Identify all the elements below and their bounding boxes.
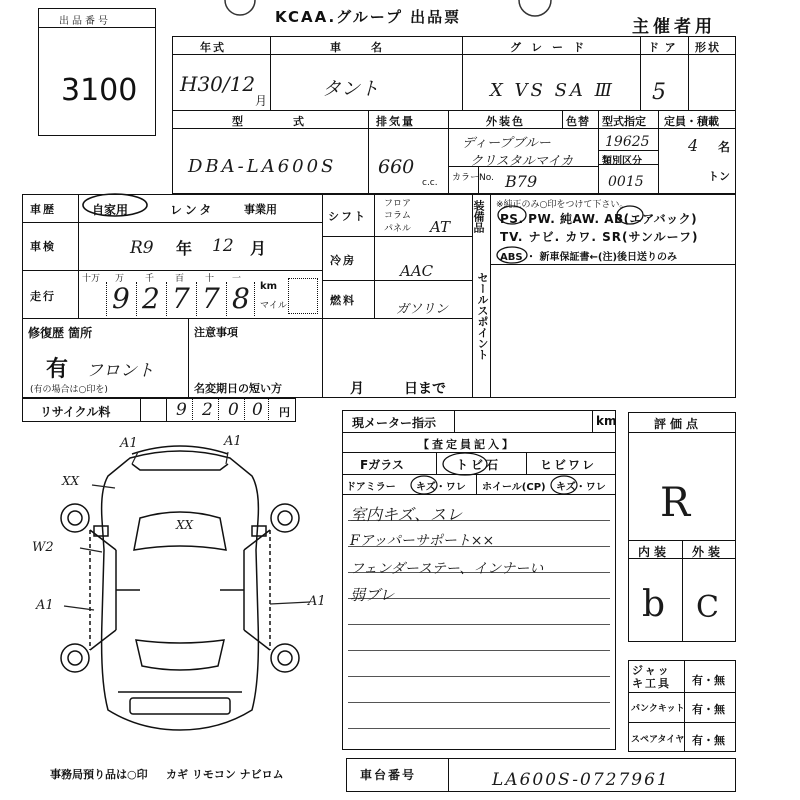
recycle-label: リサイクル料 [40, 405, 111, 419]
recycle-digit: 9 [176, 400, 187, 420]
spare-label: スペアタイヤ [631, 735, 685, 745]
sales-point-label: セールスポイント [476, 272, 489, 360]
equipment-line-3: ABS ・ 新車保証書←(注)後日送りのみ [500, 252, 678, 263]
lot-number-box [38, 8, 156, 136]
equipment-line-2: TV. ナビ. カワ. SR(サンルーフ) [500, 230, 699, 244]
inspection-note: 室内キズ、スレ [350, 505, 463, 524]
inspection-note: Fアッパーサポート×× [350, 533, 495, 549]
year-month-suffix: 月 [255, 94, 268, 108]
repair-label: 修復歴 箇所 [28, 326, 93, 340]
shift-option-column: コラム [384, 211, 411, 221]
score-label: 評価点 [654, 417, 703, 431]
header-decoration-2 [515, 0, 555, 24]
score-value: R [660, 480, 691, 526]
grade-value: X VS SA Ⅲ [490, 80, 615, 101]
recycle-digit: 2 [202, 400, 213, 420]
assessor-label: 【査定員記入】 [418, 438, 516, 451]
mileage-digit: 9 [112, 282, 130, 315]
type-designation-label: 型式指定 [602, 115, 646, 128]
mileage-label: 走行 [30, 290, 56, 303]
damage-mark: XX [176, 518, 194, 532]
mirror-option: キズ・ワレ [416, 482, 466, 493]
puncture-yes-no: 有・無 [692, 703, 725, 716]
equipment-line-1: PS. PW. 純AW. AB(エアバック) [500, 212, 698, 226]
mileage-digit-label: 十 [205, 274, 215, 284]
car-name-label: 車名 [330, 41, 412, 54]
fuel-value: ガソリン [396, 302, 449, 317]
color-value-2: クリスタルマイカ [470, 154, 574, 169]
expiry-day: 日まで [404, 381, 446, 397]
repair-value: 有 [46, 357, 69, 382]
mileage-unit-mile: マイル [260, 301, 287, 311]
mirror-label: ドアミラー [346, 482, 396, 493]
inspection-note: フェンダーステー、インナーい [350, 561, 544, 577]
shaken-label: 車検 [30, 240, 56, 253]
damage-mark: W2 [32, 540, 54, 555]
header-title [275, 6, 461, 27]
organizer-label: 主催者用 [632, 17, 716, 37]
color-no-label: カラーNo. [452, 173, 494, 183]
spare-yes-no: 有・無 [692, 734, 725, 747]
history-option-business: 事業用 [244, 203, 277, 216]
fuel-label: 燃料 [330, 294, 356, 307]
shaken-value: R9 [130, 238, 154, 258]
grade-label: グレード [510, 41, 594, 54]
group-title: KCAA.グループ 出品票 [275, 8, 462, 26]
interior-score: b [642, 584, 666, 625]
mileage-digits [82, 272, 260, 316]
shaken-year: 年 [176, 239, 193, 258]
aircon-label: 冷房 [330, 254, 356, 267]
displacement-label: 排気量 [376, 115, 415, 128]
recycle-unit: 円 [279, 406, 290, 419]
equipment-label: 装備品 [472, 200, 485, 233]
equipment-circle-marks [496, 204, 696, 266]
expiry-month: 月 [350, 381, 364, 397]
mileage-digit-label: 千 [145, 274, 155, 284]
jack-yes-no: 有・無 [692, 674, 725, 687]
lot-number: 3100 [61, 73, 138, 108]
doors-value: 5 [652, 80, 666, 105]
puncture-label: パンクキット [631, 704, 685, 714]
mirror-wheel-circle-marks [410, 474, 610, 496]
shift-label: シフト [328, 210, 367, 223]
office-items: カギ リモコン ナビロム [166, 768, 284, 781]
classification-label: 類別区分 [602, 156, 642, 167]
exterior-label: 外装 [692, 545, 725, 559]
glass-option-crack: ヒビワレ [540, 458, 597, 472]
wheel-option: キズ・ワレ [556, 482, 606, 493]
classification-value: 0015 [608, 174, 644, 190]
chassis-label: 車台番号 [360, 768, 417, 782]
shape-label: 形状 [695, 41, 721, 54]
year-label: 年式 [200, 41, 226, 54]
glass-label: Fガラス [360, 458, 404, 472]
chassis-number: LA600S-0727961 [492, 770, 670, 790]
color-code: B79 [505, 172, 538, 191]
meter-unit: km [596, 414, 617, 428]
shift-option-panel: パネル [384, 224, 412, 234]
mileage-unit-km: km [260, 281, 278, 292]
history-circle-mark [80, 190, 150, 220]
history-option-rental: レンタ [170, 203, 215, 217]
expiry-label: 名変期日の短い方 [194, 382, 282, 395]
exterior-color-label: 外装色 [486, 115, 525, 128]
inspection-note: 弱ブレ [350, 586, 395, 604]
damage-mark: A1 [224, 434, 242, 449]
mileage-digit-label: 百 [175, 274, 185, 284]
damage-mark: A1 [120, 436, 138, 451]
mileage-digit: 2 [142, 282, 160, 315]
model-value: DBA-LA600S [188, 156, 337, 177]
recycle-digit: 0 [228, 400, 239, 420]
doors-label: ドア [648, 41, 682, 54]
mileage-digit-label: 一 [232, 274, 242, 284]
meter-label: 現メーター指示 [352, 416, 437, 430]
caution-label: 注意事項 [194, 326, 238, 339]
type-designation-value: 19625 [605, 134, 650, 150]
displacement-value: 660 [378, 156, 415, 178]
capacity-label: 定員・積載 [664, 115, 719, 128]
mileage-digit: 8 [232, 282, 250, 315]
shaken-month: 月 [250, 239, 267, 258]
history-label: 車歴 [30, 203, 56, 216]
model-label: 型式 [232, 115, 354, 128]
capacity-value: 4 [688, 136, 699, 155]
mileage-unit-box [288, 278, 318, 314]
mileage-digit-label: 万 [115, 274, 125, 284]
shaken-month-value: 12 [212, 236, 234, 256]
year-value: H30/12 [180, 72, 256, 96]
aircon-value: AAC [400, 262, 434, 280]
repair-note: (有の場合は○印を) [30, 385, 108, 395]
wheel-label: ホイール(CP) [482, 482, 546, 493]
interior-label: 内装 [638, 545, 671, 559]
mileage-digit: 7 [172, 282, 190, 315]
capacity-unit: 名 [718, 140, 731, 154]
car-name-value: タント [322, 78, 380, 100]
color-value-1: ディープブルー [462, 136, 551, 151]
lot-number-label: 出品番号 [59, 16, 111, 27]
glass-option-chip: トビ石 [456, 458, 502, 472]
jack-label: ジャッキ工具 [632, 664, 671, 690]
damage-mark: XX [62, 474, 80, 488]
damage-mark: A1 [308, 594, 326, 609]
load-unit: トン [708, 170, 730, 183]
history-option-private: 自家用 [92, 203, 129, 217]
equipment-note: ※純正のみ○印をつけて下さい。 [496, 200, 629, 210]
shift-option-floor: フロア [384, 199, 412, 209]
exterior-score: C [696, 590, 719, 625]
color-change-label: 色替 [566, 115, 590, 128]
recycle-digit: 0 [252, 400, 263, 420]
office-note: 事務局預り品は○印 [50, 768, 148, 781]
mileage-digit: 7 [202, 282, 220, 315]
displacement-unit: c.c. [422, 178, 438, 188]
damage-mark: A1 [36, 598, 54, 613]
mileage-digit-label: 十万 [82, 274, 101, 284]
header-decoration [220, 0, 260, 20]
repair-location: フロント [86, 361, 154, 381]
shift-value: AT [430, 218, 451, 236]
